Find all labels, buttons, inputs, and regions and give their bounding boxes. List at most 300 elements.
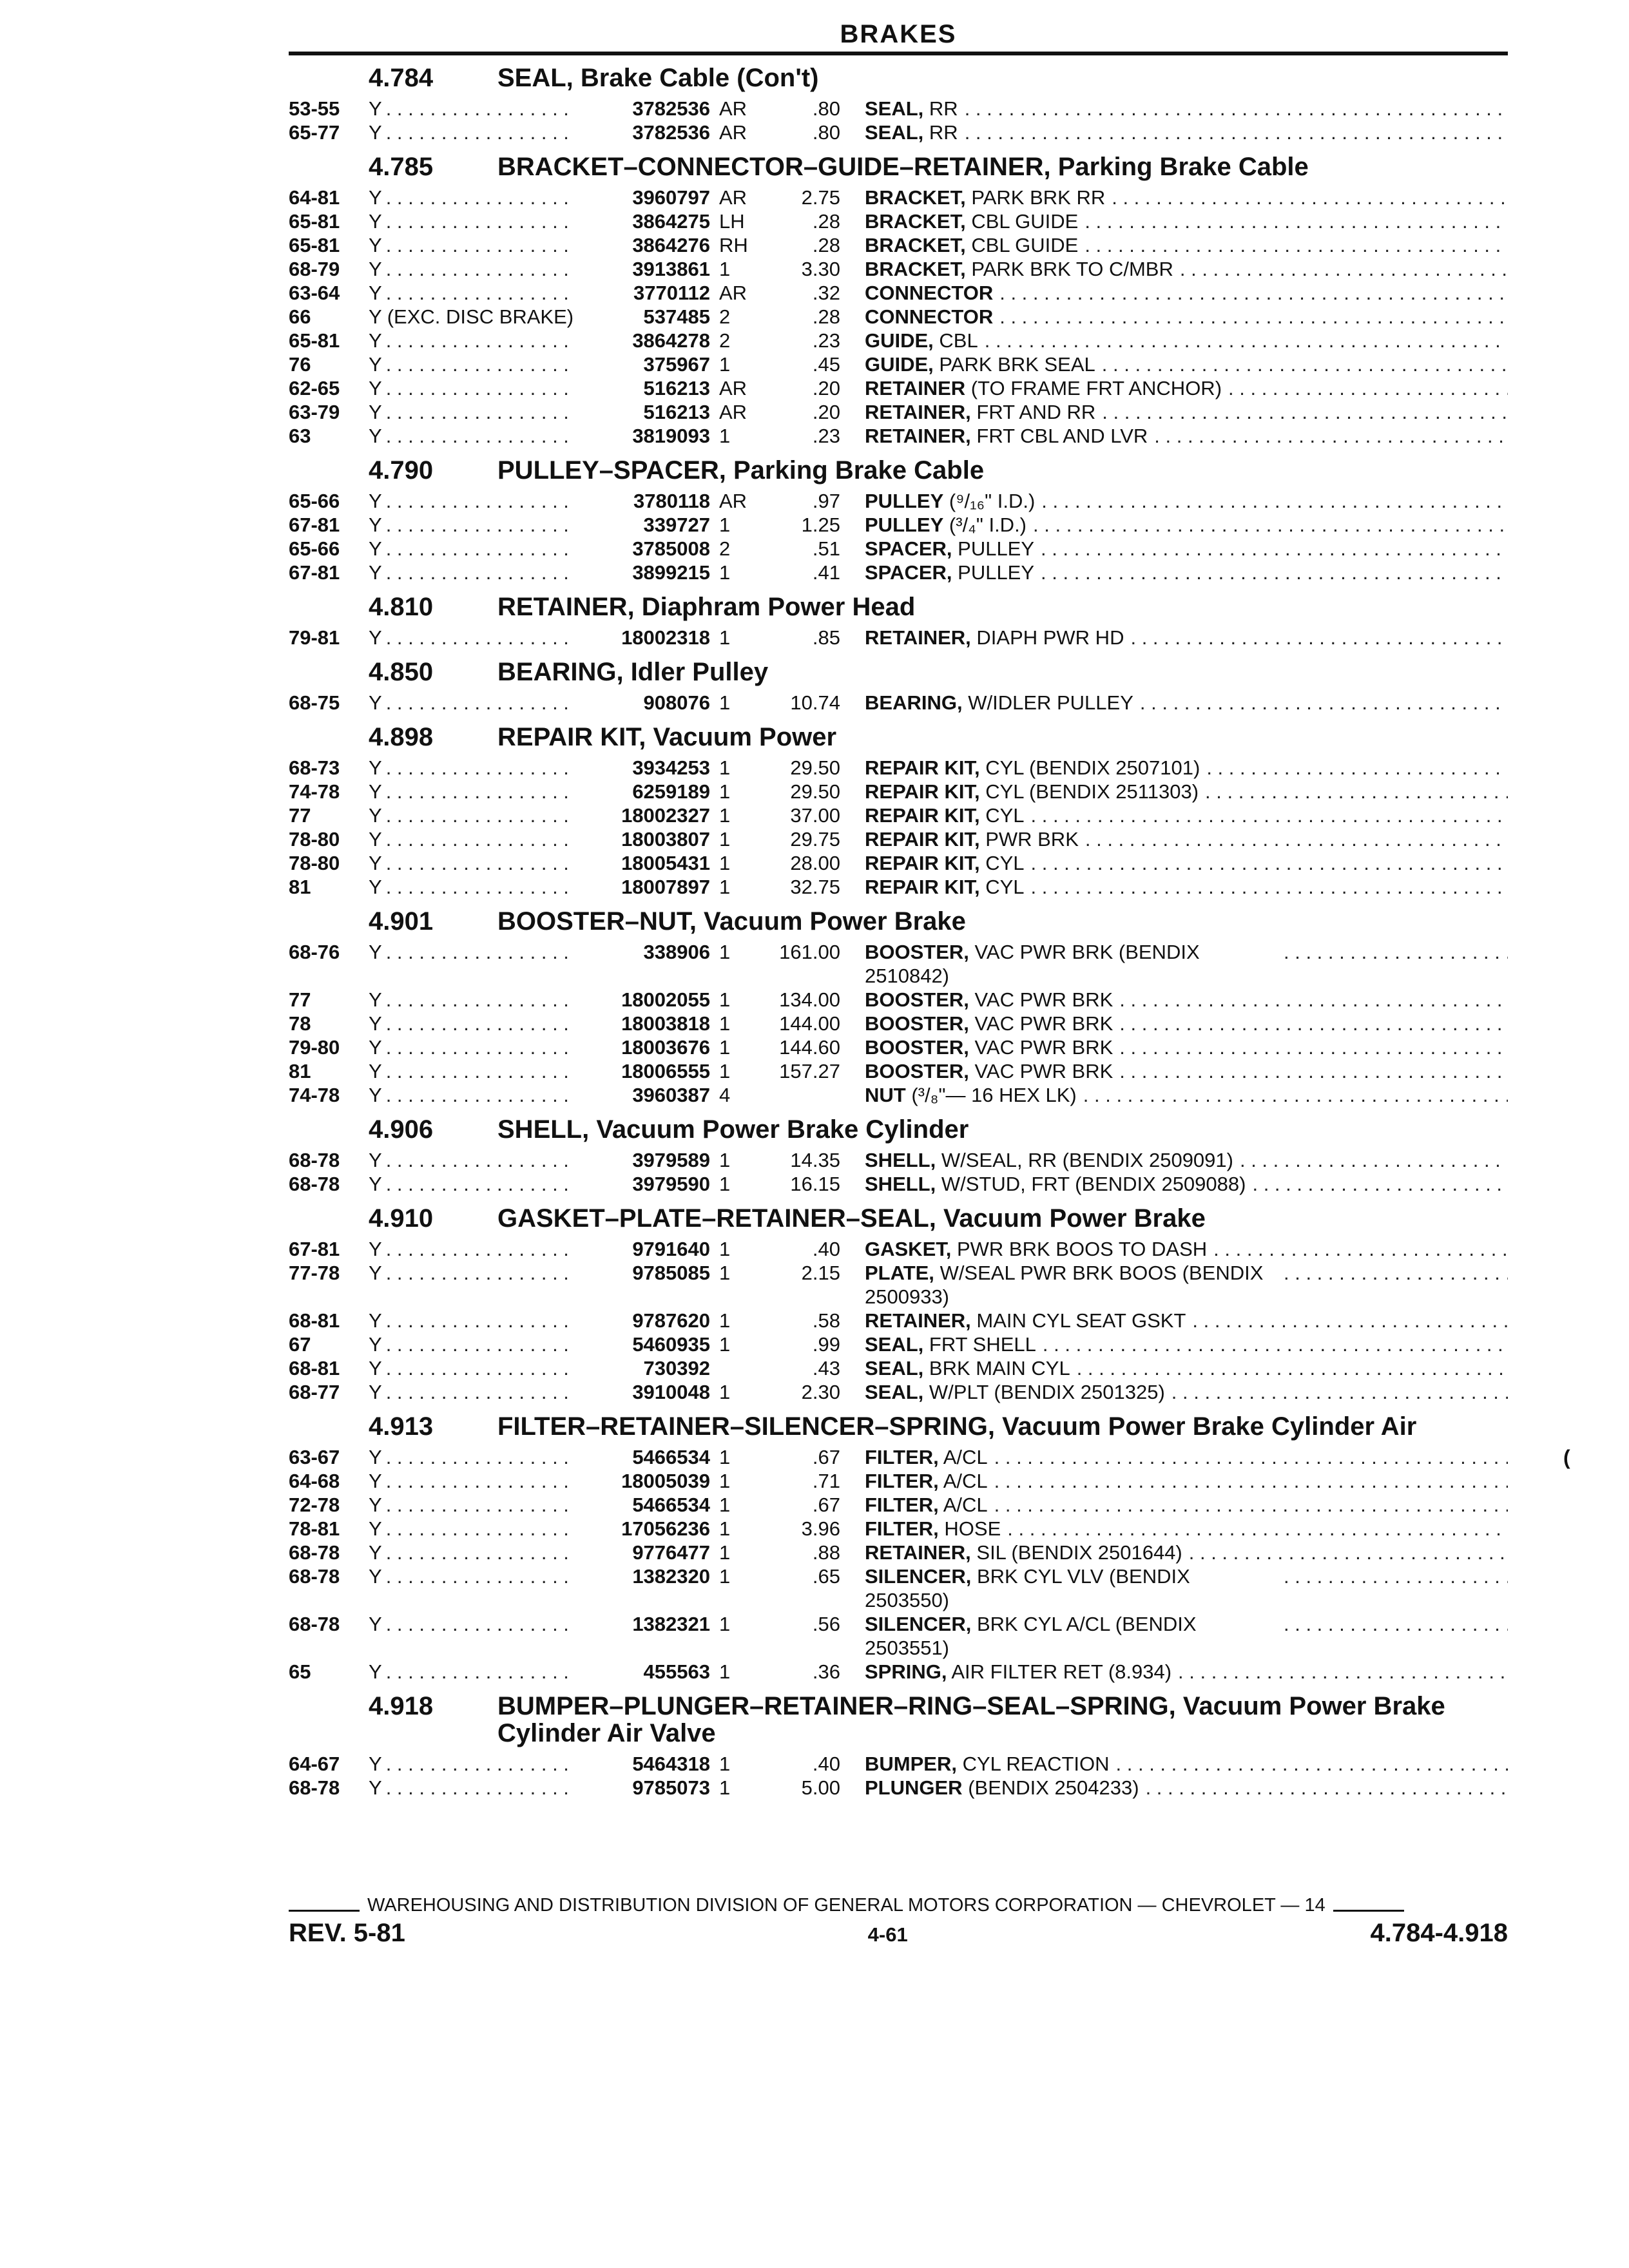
model-years: 68-76	[289, 941, 340, 963]
model-code: Y	[369, 1470, 382, 1492]
part-detail: W/STUD, FRT (BENDIX 2509088)	[941, 1173, 1246, 1195]
leader-dots	[386, 352, 575, 376]
part-number: 3785008	[632, 537, 710, 560]
model-code: Y	[369, 1517, 382, 1540]
price: .20	[812, 401, 840, 423]
price: .71	[812, 1470, 840, 1492]
quantity: 1	[719, 1309, 731, 1332]
part-number: 375967	[643, 353, 710, 376]
part-detail: RR	[929, 97, 958, 120]
model-years: 68-78	[289, 1613, 340, 1635]
price: 2.15	[801, 1262, 840, 1284]
parts-list	[289, 97, 1508, 144]
model-cell	[369, 1012, 575, 1035]
model-years: 78-80	[289, 852, 340, 874]
quantity: 1	[719, 780, 731, 803]
quantity: 1	[719, 1446, 731, 1468]
quantity: 4	[719, 1084, 731, 1106]
model-cell	[369, 513, 575, 537]
model-years: 67-81	[289, 561, 340, 584]
parts-row	[289, 233, 1508, 257]
leader-dots	[1277, 1261, 1508, 1309]
part-name: NUT	[865, 1084, 906, 1106]
price: 29.75	[790, 828, 840, 850]
section-number: 4.784	[369, 64, 434, 92]
part-name: BUMPER,	[865, 1753, 957, 1775]
leader-dots	[386, 1752, 575, 1776]
parts-list	[289, 1445, 1508, 1684]
parts-row	[289, 1564, 1508, 1612]
section-header	[289, 1205, 1508, 1232]
leader-dots	[1139, 1776, 1508, 1800]
page-title: BRAKES	[840, 20, 957, 48]
model-cell	[369, 1083, 575, 1107]
part-number: 3910048	[632, 1381, 710, 1403]
description-text	[865, 780, 1199, 803]
footer-division-line	[289, 1894, 1508, 1916]
part-number: 537485	[643, 305, 710, 328]
part-number: 18006555	[621, 1060, 710, 1082]
part-name: PLUNGER	[865, 1776, 963, 1799]
description-cell	[840, 827, 1508, 851]
part-name: RETAINER,	[865, 425, 971, 447]
leader-dots	[1124, 626, 1508, 649]
parts-row	[289, 424, 1508, 448]
model-cell	[369, 1172, 575, 1196]
leader-dots	[386, 1261, 575, 1285]
leader-dots	[386, 281, 575, 305]
leader-dots	[1025, 851, 1509, 875]
leader-dots	[1077, 1083, 1508, 1107]
part-number: 9787620	[632, 1309, 710, 1332]
section-number: 4.910	[369, 1204, 434, 1233]
part-name: BEARING,	[865, 691, 963, 714]
model-cell	[369, 756, 575, 780]
leader-dots	[386, 1012, 575, 1035]
page-footer	[289, 1894, 1508, 1948]
parts-row	[289, 875, 1508, 899]
part-number: 3979589	[632, 1149, 710, 1171]
model-code: Y	[369, 401, 382, 423]
model-cell	[369, 233, 575, 257]
model-years: 77	[289, 988, 311, 1011]
model-code: Y	[369, 1357, 382, 1379]
description-text	[865, 626, 1124, 649]
description-text	[865, 1059, 1113, 1083]
parts-row	[289, 1148, 1508, 1172]
section-title: SHELL, Vacuum Power Brake Cylinder	[497, 1115, 969, 1144]
leader-dots	[1207, 1237, 1508, 1261]
parts-row	[289, 257, 1508, 281]
model-years: 68-78	[289, 1541, 340, 1564]
description-text	[865, 561, 1034, 584]
model-years: 67-81	[289, 514, 340, 536]
quantity: 1	[719, 258, 731, 280]
price: .32	[812, 282, 840, 304]
leader-dots	[386, 376, 575, 400]
leader-dots	[1034, 561, 1508, 584]
part-name: SPACER,	[865, 561, 952, 584]
price: .85	[812, 626, 840, 649]
model-code: Y	[369, 1262, 382, 1284]
leader-dots	[1133, 691, 1508, 715]
price: .23	[812, 329, 840, 352]
part-detail: VAC PWR BRK	[974, 1012, 1113, 1035]
model-code: Y	[369, 1036, 382, 1059]
section-header	[289, 908, 1508, 935]
price: 29.50	[790, 780, 840, 803]
model-code: Y	[369, 1446, 382, 1468]
leader-dots	[386, 827, 575, 851]
price: .40	[812, 1753, 840, 1775]
model-cell	[369, 780, 575, 803]
part-number: 3782536	[632, 121, 710, 144]
model-years: 62-65	[289, 377, 340, 399]
description-text	[865, 424, 1148, 448]
quantity: 1	[719, 988, 731, 1011]
part-number: 3819093	[632, 425, 710, 447]
part-number: 730392	[643, 1357, 710, 1379]
leader-dots	[386, 1332, 575, 1356]
price: .43	[812, 1357, 840, 1379]
leader-dots	[1027, 513, 1508, 537]
model-years: 77-78	[289, 1262, 340, 1284]
part-detail: VAC PWR BRK	[974, 1060, 1113, 1082]
leader-dots	[386, 1237, 575, 1261]
parts-row	[289, 988, 1508, 1012]
part-number: 455563	[643, 1660, 710, 1683]
part-name: PULLEY	[865, 490, 944, 512]
section-title: BEARING, Idler Pulley	[497, 658, 769, 686]
part-number: 1382320	[632, 1565, 710, 1588]
model-cell	[369, 1261, 575, 1285]
model-years: 68-78	[289, 1149, 340, 1171]
part-detail: A/CL	[943, 1446, 988, 1468]
model-cell	[369, 1059, 575, 1083]
model-code: Y	[369, 1173, 382, 1195]
description-cell	[840, 1083, 1508, 1107]
model-years: 67	[289, 1333, 311, 1356]
leader-dots	[386, 1493, 575, 1517]
price: 32.75	[790, 876, 840, 898]
price: .41	[812, 561, 840, 584]
part-detail: RR	[929, 121, 958, 144]
description-text	[865, 1564, 1277, 1612]
parts-row	[289, 1309, 1508, 1332]
part-name: BRACKET,	[865, 234, 966, 256]
part-name: BOOSTER,	[865, 1060, 969, 1082]
model-code: Y	[369, 1541, 382, 1564]
leader-dots	[1078, 209, 1508, 233]
model-years: 63	[289, 425, 311, 447]
quantity: AR	[719, 401, 747, 423]
description-text	[865, 1012, 1113, 1035]
model-code: Y	[369, 691, 382, 714]
part-number: 3770112	[633, 282, 710, 304]
part-detail: VAC PWR BRK	[974, 1036, 1113, 1059]
model-cell	[369, 1564, 575, 1588]
model-code: Y (EXC. DISC BRAKE)	[369, 305, 574, 328]
parts-row	[289, 691, 1508, 715]
description-text	[865, 1172, 1246, 1196]
description-cell	[840, 1309, 1508, 1332]
description-cell	[840, 875, 1508, 899]
model-cell	[369, 186, 575, 209]
description-text	[865, 1380, 1165, 1404]
quantity: 1	[719, 1517, 731, 1540]
parts-list	[289, 691, 1508, 715]
part-detail: W/SEAL, RR (BENDIX 2509091)	[941, 1149, 1233, 1171]
footer-bottom	[289, 1919, 1508, 1948]
parts-row	[289, 1776, 1508, 1800]
part-number: 3899215	[632, 561, 710, 584]
description-text	[865, 489, 1035, 513]
parts-row	[289, 1469, 1508, 1493]
part-detail: (³/₄" I.D.)	[949, 514, 1027, 536]
part-number: 18002055	[621, 988, 710, 1011]
quantity: 1	[719, 1565, 731, 1588]
part-name: SILENCER,	[865, 1613, 972, 1635]
model-years: 79-81	[289, 626, 340, 649]
model-code: Y	[369, 876, 382, 898]
parts-row	[289, 281, 1508, 305]
part-name: FILTER,	[865, 1517, 939, 1540]
model-cell	[369, 97, 575, 120]
part-detail: SIL (BENDIX 2501644)	[976, 1541, 1182, 1564]
model-cell	[369, 803, 575, 827]
part-detail: CYL (BENDIX 2511303)	[985, 780, 1199, 803]
leader-dots	[1035, 489, 1508, 513]
parts-row	[289, 1517, 1508, 1541]
description-text	[865, 209, 1078, 233]
model-code: Y	[369, 210, 382, 233]
quantity: 1	[719, 1333, 731, 1356]
leader-dots	[386, 1445, 575, 1469]
price: .67	[812, 1494, 840, 1516]
parts-row	[289, 1445, 1508, 1469]
description-text	[865, 1035, 1113, 1059]
header-rule	[289, 52, 1508, 55]
leader-dots	[1186, 1309, 1508, 1332]
parts-row	[289, 1752, 1508, 1776]
price: 3.30	[801, 258, 840, 280]
part-number: 17056236	[621, 1517, 710, 1540]
quantity: 1	[719, 1541, 731, 1564]
part-detail: A/CL	[943, 1494, 988, 1516]
parts-row	[289, 626, 1508, 649]
part-name: SPRING,	[865, 1660, 947, 1683]
section-number: 4.906	[369, 1115, 434, 1144]
model-years: 77	[289, 804, 311, 827]
part-detail: AIR FILTER RET (8.934)	[951, 1660, 1172, 1683]
description-text	[865, 1752, 1110, 1776]
leader-dots	[1025, 875, 1509, 899]
part-number: 18007897	[621, 876, 710, 898]
parts-row	[289, 780, 1508, 803]
section-number: 4.790	[369, 456, 434, 485]
model-code: Y	[369, 941, 382, 963]
part-name: GUIDE,	[865, 353, 934, 376]
description-text	[865, 537, 1034, 561]
part-number: 5466534	[632, 1494, 710, 1516]
leader-dots	[386, 1309, 575, 1332]
parts-row	[289, 186, 1508, 209]
leader-dots	[386, 851, 575, 875]
description-text	[865, 1660, 1171, 1684]
leader-dots	[386, 1660, 575, 1684]
part-detail: (⁹/₁₆" I.D.)	[949, 490, 1036, 512]
leader-dots	[978, 329, 1508, 352]
quantity: 1	[719, 828, 731, 850]
leader-dots	[1277, 1612, 1508, 1660]
section-title: FILTER–RETAINER–SILENCER–SPRING, Vacuum Power Brake Cylinder Air	[497, 1412, 1417, 1441]
part-number: 18005431	[621, 852, 710, 874]
description-cell	[840, 120, 1508, 144]
part-detail: PARK BRK TO C/MBR	[971, 258, 1173, 280]
model-years: 81	[289, 1060, 311, 1082]
price: 2.30	[801, 1381, 840, 1403]
part-number: 9776477	[632, 1541, 710, 1564]
description-cell	[840, 1012, 1508, 1035]
model-code: Y	[369, 1660, 382, 1683]
model-years: 68-75	[289, 691, 340, 714]
parts-row	[289, 489, 1508, 513]
leader-dots	[386, 1517, 575, 1541]
description-text	[865, 352, 1095, 376]
description-cell	[840, 780, 1508, 803]
part-name: SEAL,	[865, 1333, 924, 1356]
part-name: REPAIR KIT,	[865, 828, 980, 850]
description-text	[865, 233, 1078, 257]
model-code: Y	[369, 1012, 382, 1035]
description-text	[865, 120, 958, 144]
leader-dots	[386, 1356, 575, 1380]
leader-dots	[1079, 827, 1508, 851]
price: .58	[812, 1309, 840, 1332]
leader-dots	[988, 1493, 1508, 1517]
quantity: 1	[719, 1012, 731, 1035]
price: 134.00	[779, 988, 840, 1011]
price: 16.15	[790, 1173, 840, 1195]
parts-row	[289, 97, 1508, 120]
model-code: Y	[369, 186, 382, 209]
part-number: 516213	[643, 377, 710, 399]
section-title: RETAINER, Diaphram Power Head	[497, 593, 916, 621]
model-code: Y	[369, 1565, 382, 1588]
part-detail: PWR BRK	[985, 828, 1079, 850]
part-number: 5466534	[632, 1446, 710, 1468]
leader-dots	[993, 305, 1508, 329]
description-cell	[840, 1035, 1508, 1059]
footer-division: WAREHOUSING AND DISTRIBUTION DIVISION OF GENERAL MOTORS CORPORATION — CHEVROLET — 14	[367, 1895, 1325, 1916]
description-cell	[840, 513, 1508, 537]
section-header	[289, 457, 1508, 484]
model-cell	[369, 1148, 575, 1172]
model-code: Y	[369, 1753, 382, 1775]
leader-dots	[1277, 940, 1508, 988]
quantity: 1	[719, 1238, 731, 1260]
model-cell	[369, 1380, 575, 1404]
part-name: SEAL,	[865, 97, 924, 120]
quantity: 1	[719, 1149, 731, 1171]
description-text	[865, 803, 1025, 827]
leader-dots	[386, 1612, 575, 1636]
leader-dots	[958, 97, 1508, 120]
part-name: SILENCER,	[865, 1565, 972, 1588]
price: .40	[812, 1238, 840, 1260]
price: 29.50	[790, 756, 840, 779]
leader-dots	[1001, 1517, 1508, 1541]
leader-dots	[958, 120, 1508, 144]
part-detail: (³/₈"— 16 HEX LK)	[911, 1084, 1077, 1106]
part-detail: PWR BRK BOOS TO DASH	[956, 1238, 1208, 1260]
part-number: 3913861	[632, 258, 710, 280]
model-code: Y	[369, 1149, 382, 1171]
part-detail: CYL	[985, 852, 1025, 874]
model-code: Y	[369, 1776, 382, 1799]
leader-dots	[1199, 780, 1508, 803]
quantity: 1	[719, 1036, 731, 1059]
part-detail: CYL	[985, 804, 1025, 827]
part-name: SEAL,	[865, 1381, 924, 1403]
model-years: 68-78	[289, 1173, 340, 1195]
model-cell	[369, 329, 575, 352]
parts-row	[289, 1172, 1508, 1196]
part-detail: PULLEY	[958, 537, 1035, 560]
quantity: 1	[719, 1381, 731, 1403]
part-detail: (TO FRAME FRT ANCHOR)	[970, 377, 1222, 399]
price: .97	[812, 490, 840, 512]
quantity: 1	[719, 691, 731, 714]
model-years: 78-81	[289, 1517, 340, 1540]
parts-row	[289, 1380, 1508, 1404]
section-header	[289, 1116, 1508, 1143]
section-number: 4.918	[369, 1692, 434, 1720]
part-number: 3960797	[632, 186, 710, 209]
section-range: 4.784-4.918	[1370, 1919, 1508, 1947]
quantity: 2	[719, 329, 731, 352]
price: 1.25	[801, 514, 840, 536]
part-name: FILTER,	[865, 1470, 939, 1492]
model-cell	[369, 1517, 575, 1541]
quantity: 1	[719, 876, 731, 898]
section-title: BOOSTER–NUT, Vacuum Power Brake	[497, 907, 966, 936]
part-name: REPAIR KIT,	[865, 780, 980, 803]
part-name: SEAL,	[865, 121, 924, 144]
leader-dots	[386, 489, 575, 513]
price: 144.60	[779, 1036, 840, 1059]
leader-dots	[1113, 1059, 1508, 1083]
description-cell	[840, 1776, 1508, 1800]
model-years: 68-78	[289, 1776, 340, 1799]
model-years: 68-77	[289, 1381, 340, 1403]
model-cell	[369, 352, 575, 376]
parts-row	[289, 756, 1508, 780]
parts-row	[289, 352, 1508, 376]
leader-dots	[1095, 400, 1508, 424]
leader-dots	[993, 281, 1508, 305]
part-name: REPAIR KIT,	[865, 852, 980, 874]
description-cell	[840, 1148, 1508, 1172]
price: .67	[812, 1446, 840, 1468]
price: .80	[812, 121, 840, 144]
model-code: Y	[369, 329, 382, 352]
price: .23	[812, 425, 840, 447]
description-cell	[840, 1517, 1508, 1541]
description-text	[865, 988, 1113, 1012]
model-years: 64-81	[289, 186, 340, 209]
description-text	[865, 1332, 1036, 1356]
